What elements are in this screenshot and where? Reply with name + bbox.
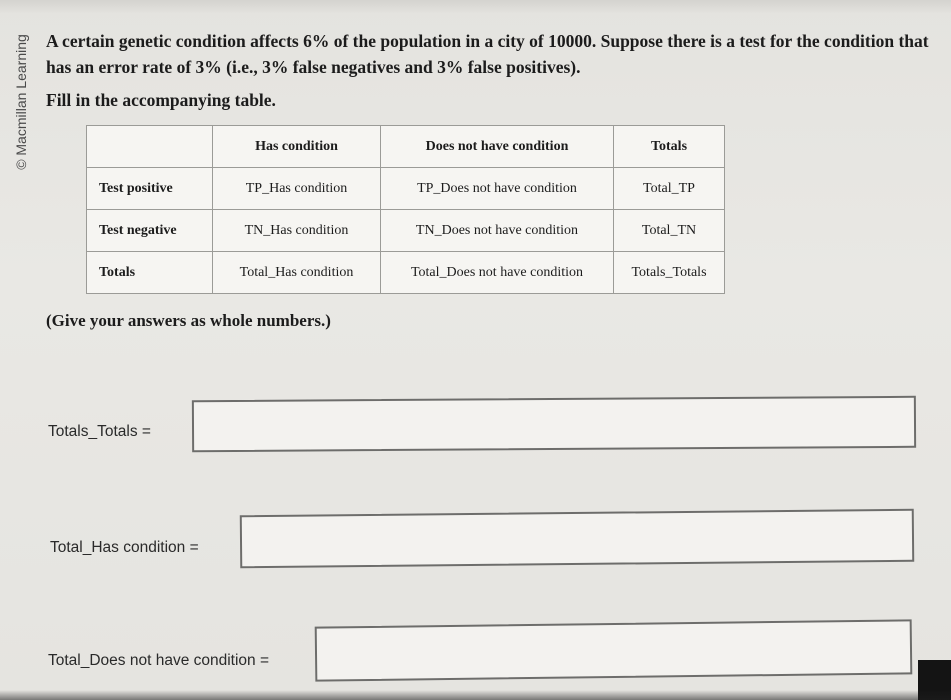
copyright-watermark <box>6 30 36 175</box>
fill-prompt: Fill in the accompanying table. <box>46 90 276 110</box>
table-cell: Total_TN <box>614 210 725 252</box>
row-header-totals: Totals <box>87 252 213 294</box>
totals-totals-input[interactable] <box>192 396 916 452</box>
table-cell: TN_Does not have condition <box>381 210 614 252</box>
table-cell: TP_Does not have condition <box>381 168 614 210</box>
whole-numbers-note: (Give your answers as whole numbers.) <box>46 311 331 330</box>
column-header-totals: Totals <box>614 126 725 168</box>
table-cell: Total_Has condition <box>213 252 381 294</box>
column-header-no-condition: Does not have condition <box>381 126 614 168</box>
question-intro: A certain genetic condition affects 6% of the population in a city of 10000. Suppose there is a test for the condition that has an error rate of 3% (i.e., 3% false negatives and 3% false positives). <box>46 31 929 77</box>
column-header-has-condition: Has condition <box>213 126 381 168</box>
table-cell: TN_Has condition <box>213 210 381 252</box>
top-shade <box>0 0 951 14</box>
table-header-row <box>87 126 725 168</box>
row-header-test-negative: Test negative <box>87 210 213 252</box>
total-has-condition-label: Total_Has condition = <box>50 539 199 556</box>
table-row <box>87 252 725 294</box>
table-cell: Total_Does not have condition <box>381 252 614 294</box>
row-header-test-positive: Test positive <box>87 168 213 210</box>
table-cell: Total_TP <box>614 168 725 210</box>
bottom-edge-shadow <box>0 690 951 700</box>
table-row <box>87 210 725 252</box>
table-row <box>87 168 725 210</box>
totals-totals-label: Totals_Totals = <box>48 423 151 440</box>
total-has-condition-input[interactable] <box>240 509 914 568</box>
table-corner-cell <box>87 126 213 168</box>
contingency-table <box>86 125 725 294</box>
total-no-condition-label: Total_Does not have condition = <box>48 652 270 669</box>
table-cell: TP_Has condition <box>213 168 381 210</box>
watermark-text: © Macmillan Learning <box>13 34 29 170</box>
table-cell: Totals_Totals <box>614 252 725 294</box>
total-no-condition-input[interactable] <box>315 619 913 681</box>
